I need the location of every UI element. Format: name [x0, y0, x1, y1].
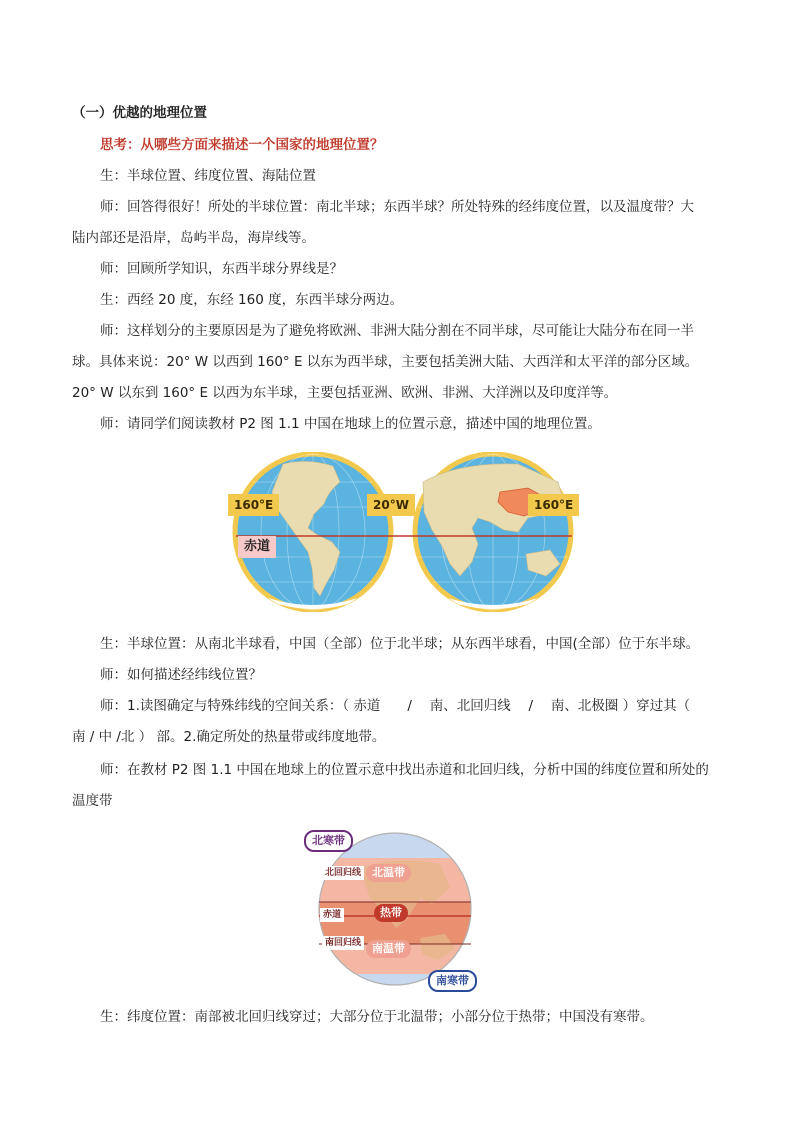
para-2b: 陆内部还是沿岸，岛屿半岛，海岸线等。 — [72, 230, 315, 246]
para-4: 生：西经 20 度，东经 160 度，东西半球分两边。 — [100, 292, 404, 308]
tropic-capricorn-label: 南回归线 — [322, 936, 364, 950]
para-5c: 20° W 以东到 160° E 以西为东半球，主要包括亚洲、欧洲、非洲、大洋洲以及印度洋等。 — [72, 385, 618, 401]
para-3: 师：回顾所学知识，东西半球分界线是？ — [100, 261, 343, 277]
south-frigid-label: 南寒带 — [428, 970, 477, 992]
para-11: 生：纬度位置：南部被北回归线穿过；大部分位于北温带；小部分位于热带；中国没有寒带。 — [100, 1009, 654, 1025]
para-2a: 师：回答得很好！所处的半球位置：南北半球；东西半球？所处特殊的经纬度位置，以及温度带？大 — [100, 199, 694, 215]
section-title: （一）优越的地理位置 — [72, 105, 207, 121]
north-temperate-label: 北温带 — [366, 864, 411, 882]
para-9b: 南 / 中 /北 ） 部。2.确定所处的热量带或纬度地带。 — [72, 729, 386, 745]
para-8: 师：如何描述经纬线位置？ — [100, 667, 262, 683]
para-5b: 球。具体来说：20° W 以西到 160° E 以东为西半球，主要包括美洲大陆、大西洋和太平洋的部分区域。 — [72, 354, 699, 370]
label-20w: 20°W — [367, 494, 415, 516]
think-question: 思考：从哪些方面来描述一个国家的地理位置？ — [100, 137, 384, 153]
para-10a: 师：在教材 P2 图 1.1 中国在地球上的位置示意中找出赤道和北回归线，分析中国的纬度位置和所处的 — [100, 762, 709, 778]
para-6: 师：请同学们阅读教材 P2 图 1.1 中国在地球上的位置示意，描述中国的地理位置。 — [100, 416, 601, 432]
hemispheres-map — [228, 452, 578, 612]
equator-label-2: 赤道 — [320, 908, 344, 922]
label-160e-right: 160°E — [528, 494, 579, 516]
para-7: 生：半球位置：从南北半球看，中国（全部）位于北半球；从东西半球看，中国(全部）位于东半球。 — [100, 636, 700, 652]
north-frigid-label: 北寒带 — [304, 830, 353, 852]
para-10b: 温度带 — [72, 793, 113, 809]
para-9a: 师：1.读图确定与特殊纬线的空间关系：（ 赤道 / 南、北回归线 / 南、北极圈 ）穿过其（ — [100, 698, 691, 714]
hemispheres-map-svg — [228, 452, 578, 612]
para-1: 生：半球位置、纬度位置、海陆位置 — [100, 168, 316, 184]
torrid-label: 热带 — [374, 904, 408, 922]
tropic-cancer-label: 北回归线 — [322, 866, 364, 880]
label-equator: 赤道 — [238, 536, 276, 558]
temperature-zones-globe — [300, 828, 490, 990]
para-5a: 师：这样划分的主要原因是为了避免将欧洲、非洲大陆分割在不同半球，尽可能让大陆分布在同一半 — [100, 323, 694, 339]
south-temperate-label: 南温带 — [366, 940, 411, 958]
label-160e-left: 160°E — [228, 494, 279, 516]
